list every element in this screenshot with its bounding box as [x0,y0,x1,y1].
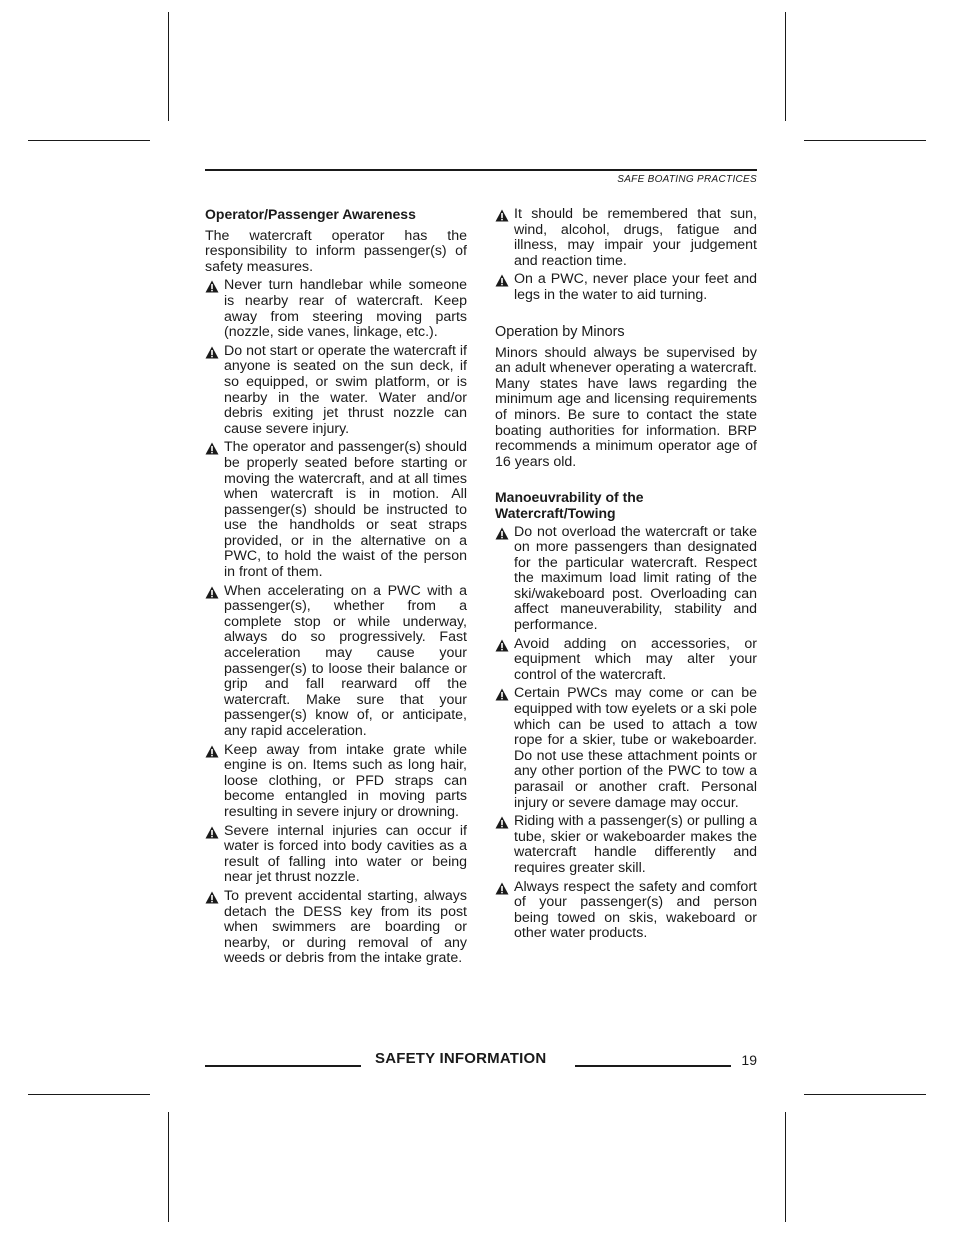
warning-item [205,278,467,340]
warning-triangle-icon [205,824,224,839]
warning-item [205,743,467,821]
warning-list [495,525,757,942]
footer-title: SAFETY INFORMATION [375,1050,547,1067]
page-number: 19 [741,1052,757,1068]
warning-triangle-icon [495,814,514,829]
footer-rule [575,1065,731,1067]
header-rule [205,169,757,171]
spacer [495,307,757,324]
section-heading-minors: Operation by Minors [495,323,625,340]
page-footer [205,1050,757,1070]
warning-triangle-icon [205,440,224,455]
warning-text: The operator and passenger(s) should be properly seated before starting or moving the watercraft, and at all times when watercraft is in motion. All passenger(s) should be instructed to use the handholds or seat straps provided, or in the alternative on a PWC, to hold the waist of the person in front of them. [224,439,467,581]
crop-mark [168,1112,169,1222]
crop-mark [168,12,169,121]
warning-item [205,440,467,580]
warning-item [495,880,757,942]
warning-triangle-icon [495,880,514,895]
warning-item [495,637,757,684]
warning-triangle-icon [205,743,224,758]
warning-text: Keep away from intake grate while engine is on. Items such as long hair, loose clothing, or PFD straps can become entangled in moving parts resulting in severe injury or drowning. [224,741,467,820]
running-head: SAFE BOATING PRACTICES [617,174,757,185]
warning-text: Severe internal injuries can occur if water is forced into body cavities as a result of falling into water or being near jet thrust nozzle. [224,822,467,886]
warning-text: Certain PWCs may come or can be equipped with tow eyelets or a ski pole which can be used to attach a tow rope for a skier, tube or wakeboarder. Do not use these attachment points or any other portion of the PWC to tow a parasail or another craft. Personal injury or severe damage may occur. [514,685,757,811]
warning-text: On a PWC, never place your feet and legs in the water to aid turning. [514,271,757,303]
crop-mark [804,140,926,141]
section-heading-awareness: Operator/Passenger Awareness [205,206,416,222]
warning-item [205,584,467,740]
minors-paragraph: Minors should always be supervised by an adult whenever operating a watercraft. Many states have laws regarding the minimum age and licensing requirements of minors. Be sure to contact the state boating authorities for information. BRP recommends a minimum operator age of 16 years old. [495,344,757,470]
crop-mark [28,140,150,141]
footer-rule [205,1065,361,1067]
warning-item [205,889,467,967]
warning-item [495,207,757,269]
warning-triangle-icon [205,584,224,599]
warning-item [495,814,757,876]
warning-text: Do not start or operate the watercraft if anyone is seated on the sun deck, if so equipped, or swim platform, or is nearby in the water. Water and/or debris exiting jet thrust nozzle can cause severe injury. [224,342,467,437]
warning-list [495,207,757,304]
warning-list [205,278,467,967]
warning-triangle-icon [205,344,224,359]
warning-text: Avoid adding on accessories, or equipment which may alter your control of the watercraft. [514,635,757,683]
warning-item [495,525,757,634]
crop-mark [804,1094,926,1095]
warning-triangle-icon [495,272,514,287]
warning-triangle-icon [495,207,514,222]
warning-item [495,272,757,303]
intro-paragraph: The watercraft operator has the responsibility to inform passenger(s) of safety measures. [205,227,467,275]
warning-item [495,686,757,811]
warning-triangle-icon [495,686,514,701]
warning-item [205,824,467,886]
warning-text: Riding with a passenger(s) or pulling a tube, skier or wakeboarder makes the watercraft handle differently and requires greater skill. [514,813,757,876]
warning-text: Never turn handlebar while someone is nearby rear of watercraft. Keep away from steering moving parts (nozzle, side vanes, linkage, etc.). [224,277,467,341]
warning-triangle-icon [205,889,224,904]
warning-triangle-icon [495,525,514,540]
warning-text: It should be remembered that sun, wind, alcohol, drugs, fatigue and illness, may impair your judgement and reaction time. [514,206,757,269]
warning-text: To prevent accidental starting, always detach the DESS key from its post when swimmers are boarding or nearby, or during removal of any weeds or debris from the intake grate. [224,887,467,967]
right-column [495,207,757,945]
left-column [205,207,467,970]
warning-triangle-icon [495,637,514,652]
warning-triangle-icon [205,278,224,293]
warning-text: Always respect the safety and comfort of your passenger(s) and person being towed on skis, wakeboard or other water products. [514,878,757,942]
warning-text: Do not overload the watercraft or take on more passengers than designated for the particular watercraft. Respect the maximum load limit rating of the ski/wakeboard post. Overloading can affect maneuverability, stability and performance. [514,523,757,634]
section-heading-towing: Manoeuvrability of the Watercraft/Towing [495,489,644,521]
crop-mark [785,12,786,121]
warning-text: When accelerating on a PWC with a passenger(s), whether from a complete stop or while underway, always do so progressively. Fast acceleration may cause your passenger(s) to loose their balance or grip and fall rearward off the watercraft. Make sure that your passenger(s) know of, or anticipate, any rapid acceleration. [224,582,467,739]
crop-mark [785,1112,786,1222]
crop-mark [28,1094,150,1095]
warning-item [205,344,467,438]
spacer [495,473,757,490]
